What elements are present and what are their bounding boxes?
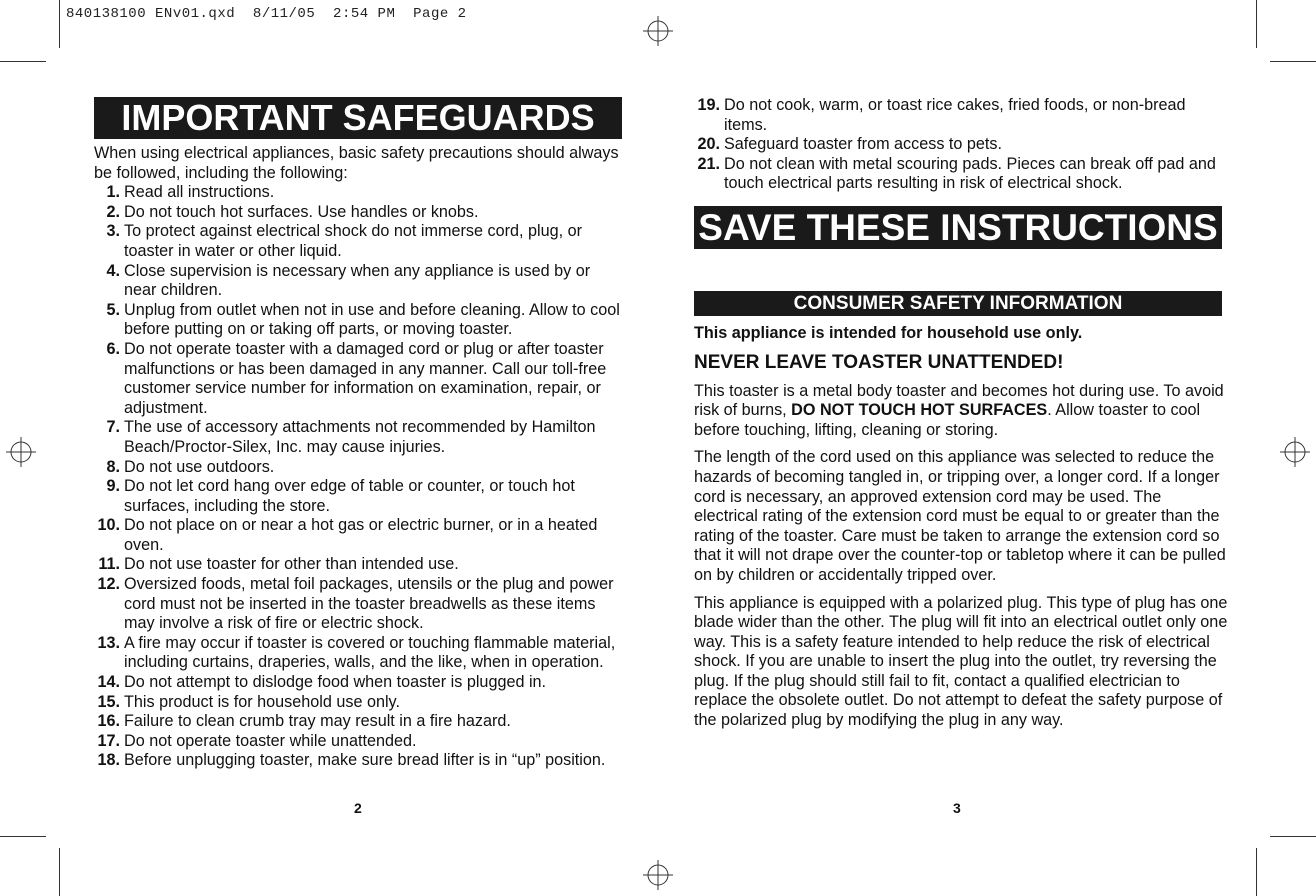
list-item — [94, 262, 626, 301]
never-leave-heading: NEVER LEAVE TOASTER UNATTENDED! — [694, 351, 1064, 373]
item-text: Do not clean with metal scouring pads. Pieces can break off pad and touch electrical parts resulting in risk of electrical shock. — [724, 154, 1216, 193]
do-not-touch-hot-surfaces: DO NOT TOUCH HOT SURFACES — [791, 401, 1048, 420]
crop-mark — [1256, 0, 1257, 48]
list-item — [94, 555, 626, 575]
page-number-right: 3 — [953, 800, 961, 816]
item-text: Before unplugging toaster, make sure bread lifter is in “up” position. — [124, 751, 606, 770]
item-number: 10. — [97, 516, 120, 535]
item-number: 9. — [106, 477, 120, 496]
item-text: Do not attempt to dislodge food when toaster is plugged in. — [124, 673, 547, 692]
item-number: 3. — [106, 222, 120, 241]
list-item — [94, 340, 626, 418]
page-number-left: 2 — [354, 800, 362, 816]
item-number: 12. — [97, 575, 120, 594]
item-number: 17. — [97, 731, 120, 750]
item-text: The use of accessory attachments not recommended by Hamilton Beach/Proctor-Silex, Inc. may cause injuries. — [124, 418, 596, 456]
item-number: 16. — [97, 712, 120, 731]
list-item — [94, 418, 626, 457]
item-text: To protect against electrical shock do not immerse cord, plug, or toaster in water or other liquid. — [124, 222, 582, 260]
cord-length-paragraph: The length of the cord used on this appliance was selected to reduce the hazards of becoming tangled in, or tripping over, a longer cord. If a longer cord is necessary, an approved extension cord may be used. The electrical rating of the extension cord must be equal to or greater than the rating of the toaster. Care must be taken to arrange the extension cord so that it will not drape over the counter-top or tabletop where it can be pulled on by children or accidentally tripped over. — [694, 448, 1226, 584]
list-item — [94, 575, 626, 634]
item-text: Do not use outdoors. — [124, 457, 275, 476]
registration-mark-icon — [1280, 437, 1310, 467]
registration-mark-icon — [643, 860, 673, 890]
item-text: Do not let cord hang over edge of table or counter, or touch hot surfaces, including the store. — [124, 477, 575, 515]
crop-mark — [1270, 61, 1316, 62]
item-number: 18. — [97, 751, 120, 770]
item-text: Close supervision is necessary when any appliance is used by or near children. — [124, 261, 591, 300]
list-item — [94, 712, 626, 732]
item-text: Do not operate toaster with a damaged cord or plug or after toaster malfunctions or has been damaged in any manner. Call our toll-free customer service number for information on examination, repair, or adjustment. — [124, 339, 607, 417]
registration-mark-icon — [643, 16, 673, 46]
registration-mark-icon — [6, 437, 36, 467]
item-number: 15. — [97, 692, 120, 711]
household-use-line: This appliance is intended for household use only. — [694, 323, 1083, 342]
list-item — [94, 693, 626, 713]
crop-mark — [0, 836, 46, 837]
list-item — [694, 96, 1228, 135]
item-number: 1. — [106, 183, 120, 202]
file-slug: 840138100 ENv01.qxd 8/11/05 2:54 PM Page 2 — [66, 6, 467, 22]
para1-start: This toaster is a metal body toaster and becomes hot during use. To avoid risk of burns, — [694, 381, 1224, 420]
list-item — [94, 222, 626, 261]
item-text: Read all instructions. — [124, 183, 275, 202]
list-item — [94, 301, 626, 340]
item-text: Safeguard toaster from access to pets. — [724, 135, 1003, 154]
crop-mark — [1270, 836, 1316, 837]
item-number: 13. — [97, 633, 120, 652]
polarized-plug-paragraph: This appliance is equipped with a polarized plug. This type of plug has one blade wider than the other. The plug will fit into an electrical outlet only one way. This is a safety feature intended to help reduce the risk of electrical shock. If you are unable to insert the plug into the outlet, try reversing the plug. If the plug should still fail to fit, contact a qualified electrician to replace the obsolete outlet. Do not attempt to defeat the safety purpose of the polarized plug by modifying the plug in any way. — [694, 593, 1228, 730]
list-item — [94, 477, 626, 516]
crop-mark — [59, 0, 60, 48]
item-text: Do not place on or near a hot gas or electric burner, or in a heated oven. — [124, 516, 598, 554]
list-item — [94, 203, 626, 223]
item-text: Do not cook, warm, or toast rice cakes, fried foods, or non-bread items. — [724, 96, 1186, 134]
save-instructions-title: SAVE THESE INSTRUCTIONS — [694, 206, 1222, 249]
item-text: Failure to clean crumb tray may result in a fire hazard. — [124, 712, 511, 731]
item-text: Do not operate toaster while unattended. — [124, 731, 417, 750]
list-item — [94, 673, 626, 693]
item-number: 21. — [697, 154, 720, 173]
item-text: Oversized foods, metal foil packages, utensils or the plug and power cord must not be inserted in the toaster breadwells as these items may involve a risk of fire or electric shock. — [124, 575, 614, 633]
consumer-safety-title: CONSUMER SAFETY INFORMATION — [694, 291, 1222, 316]
item-text: Do not touch hot surfaces. Use handles or knobs. — [124, 202, 479, 221]
item-text: Do not use toaster for other than intended use. — [124, 555, 459, 574]
item-number: 19. — [697, 96, 720, 114]
item-number: 14. — [97, 673, 120, 692]
important-safeguards-title: IMPORTANT SAFEGUARDS — [94, 97, 622, 139]
item-number: 5. — [106, 300, 120, 319]
item-number: 20. — [697, 135, 720, 154]
safeguards-list — [94, 183, 626, 771]
left-page — [94, 97, 626, 771]
item-number: 6. — [106, 339, 120, 358]
safeguards-list-continued — [694, 96, 1228, 194]
para1-end: . Allow toaster to cool before touching, lifting, cleaning or storing. — [694, 401, 1201, 439]
right-page — [694, 96, 1228, 731]
list-item — [94, 751, 626, 771]
list-item — [694, 135, 1228, 155]
item-number: 7. — [106, 418, 120, 437]
list-item — [94, 183, 626, 203]
item-number: 11. — [98, 555, 120, 574]
hot-surfaces-paragraph — [694, 382, 1228, 441]
item-number: 2. — [106, 202, 120, 221]
crop-mark — [1256, 848, 1257, 896]
item-text: This product is for household use only. — [124, 692, 400, 711]
safeguards-intro: When using electrical appliances, basic safety precautions should always be followed, including the following: — [94, 144, 619, 182]
list-item — [694, 155, 1228, 194]
crop-mark — [0, 61, 46, 62]
list-item — [94, 458, 626, 478]
item-number: 8. — [106, 457, 120, 476]
item-text: A fire may occur if toaster is covered or touching flammable material, including curtains, draperies, walls, and the like, when in operation. — [124, 633, 616, 672]
item-number: 4. — [106, 261, 120, 280]
list-item — [94, 516, 626, 555]
crop-mark — [59, 848, 60, 896]
list-item — [94, 634, 626, 673]
list-item — [94, 732, 626, 752]
item-text: Unplug from outlet when not in use and before cleaning. Allow to cool before putting on or taking off parts, or moving toaster. — [124, 300, 620, 339]
